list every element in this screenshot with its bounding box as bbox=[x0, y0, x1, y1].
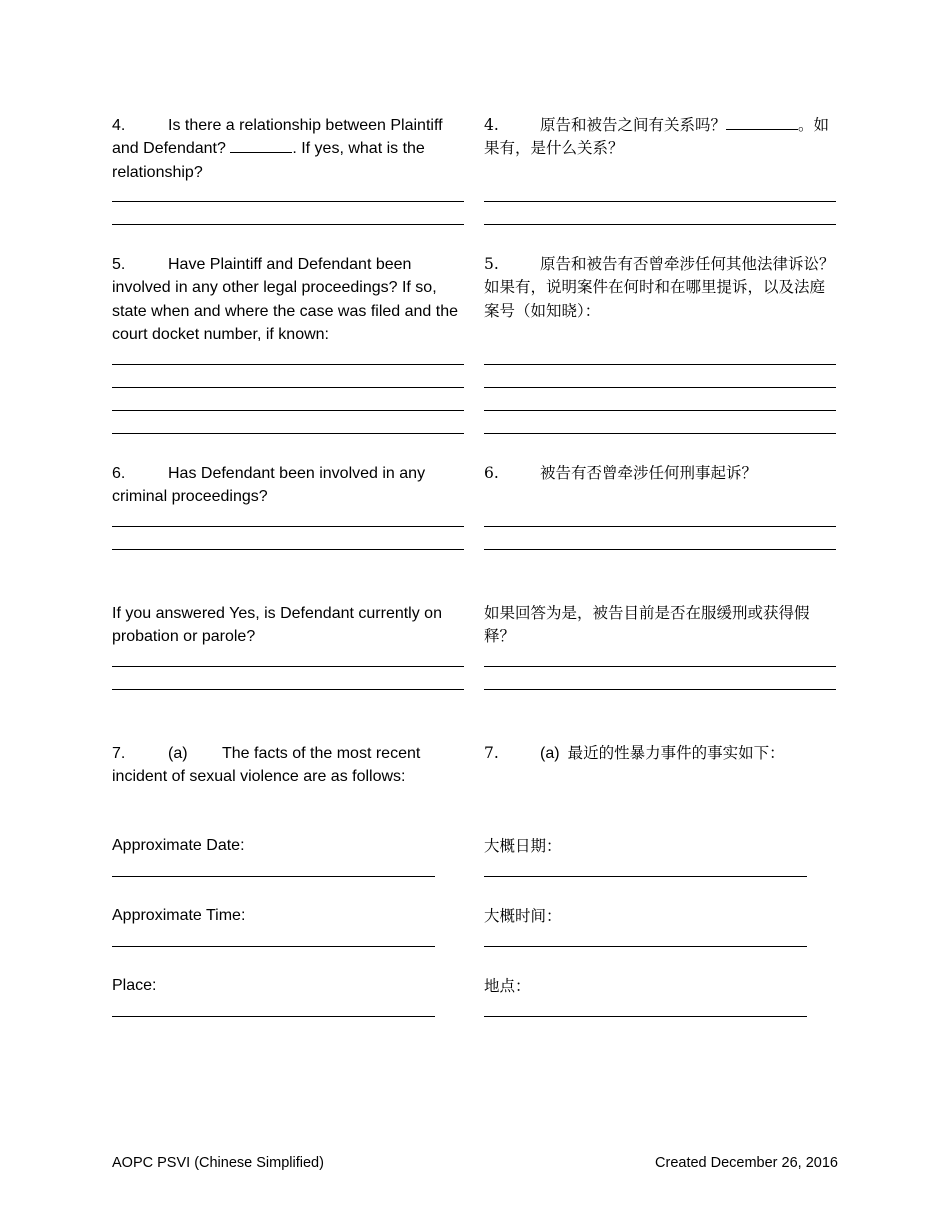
place-field[interactable] bbox=[484, 1016, 807, 1017]
place-field[interactable] bbox=[112, 1016, 435, 1017]
answer-line[interactable] bbox=[112, 364, 464, 365]
question-5-en bbox=[112, 253, 468, 346]
approximate-time-label: Approximate Time: bbox=[112, 907, 246, 924]
relationship-yes-no-blank[interactable] bbox=[726, 115, 798, 130]
approximate-time-field[interactable] bbox=[112, 946, 435, 947]
question-number: 5. bbox=[484, 255, 499, 273]
approximate-date-field[interactable] bbox=[484, 876, 807, 877]
question-text: 被告有否曾牵涉任何刑事起诉？ bbox=[540, 464, 758, 482]
question-number: 7. bbox=[484, 744, 499, 762]
answer-line[interactable] bbox=[484, 387, 836, 388]
question-sub-letter: (a) bbox=[168, 745, 188, 762]
answer-line[interactable] bbox=[112, 387, 464, 388]
question-text-cont: . If yes, what is the relationship? bbox=[112, 140, 425, 181]
answer-line[interactable] bbox=[484, 364, 836, 365]
question-5-zh bbox=[484, 253, 840, 323]
approximate-time-label: 大概时间： bbox=[484, 907, 562, 925]
question-sub-letter: (a) bbox=[540, 745, 560, 762]
place-label: 地点： bbox=[484, 977, 531, 995]
question-text-cont: 。如果有，是什么关系？ bbox=[484, 116, 830, 158]
answer-line[interactable] bbox=[112, 224, 464, 225]
answer-line[interactable] bbox=[112, 666, 464, 667]
footer-form-id: AOPC PSVI (Chinese Simplified) bbox=[112, 1155, 324, 1171]
question-number: 5. bbox=[112, 256, 126, 273]
question-number: 7. bbox=[112, 745, 126, 762]
question-7a-en bbox=[112, 742, 468, 789]
approximate-date-label: Approximate Date: bbox=[112, 837, 245, 854]
answer-line[interactable] bbox=[484, 666, 836, 667]
answer-line[interactable] bbox=[112, 410, 464, 411]
question-6-zh bbox=[484, 462, 840, 485]
answer-line[interactable] bbox=[484, 224, 836, 225]
approximate-time-field[interactable] bbox=[484, 946, 807, 947]
answer-line[interactable] bbox=[112, 549, 464, 550]
relationship-yes-no-blank[interactable] bbox=[230, 138, 292, 153]
question-text: 原告和被告之间有关系吗？ bbox=[540, 116, 727, 134]
question-number: 4. bbox=[484, 116, 499, 134]
question-text: 原告和被告有否曾牵涉任何其他法律诉讼？如果有，说明案件在何时和在哪里提诉，以及法庭案号（如知晓）： bbox=[484, 255, 835, 320]
followup-question-zh: 如果回答为是，被告目前是否在服缓刑或获得假释？ bbox=[484, 604, 810, 646]
approximate-date-label: 大概日期： bbox=[484, 837, 562, 855]
question-text: The facts of the most recent incident of sexual violence are as follows: bbox=[112, 745, 421, 786]
answer-line[interactable] bbox=[484, 689, 836, 690]
question-6-en bbox=[112, 462, 468, 509]
answer-line[interactable] bbox=[112, 526, 464, 527]
question-4-zh bbox=[484, 114, 840, 161]
answer-line[interactable] bbox=[112, 201, 464, 202]
answer-line[interactable] bbox=[484, 549, 836, 550]
answer-line[interactable] bbox=[484, 201, 836, 202]
question-number: 6. bbox=[484, 464, 499, 482]
place-label: Place: bbox=[112, 977, 157, 994]
question-number: 4. bbox=[112, 117, 126, 134]
answer-line[interactable] bbox=[112, 689, 464, 690]
answer-line[interactable] bbox=[112, 433, 464, 434]
question-text: Have Plaintiff and Defendant been involved in any other legal proceedings? If so, state when and where the case was filed and the court docket number, if known: bbox=[112, 256, 458, 343]
question-4-en bbox=[112, 114, 468, 184]
footer-created-date: Created December 26, 2016 bbox=[655, 1155, 838, 1171]
question-text: Is there a relationship between Plaintiff and Defendant? bbox=[112, 117, 443, 158]
question-text: Has Defendant been involved in any criminal proceedings? bbox=[112, 465, 426, 506]
answer-line[interactable] bbox=[484, 526, 836, 527]
answer-line[interactable] bbox=[484, 433, 836, 434]
followup-question-en: If you answered Yes, is Defendant currently on probation or parole? bbox=[112, 605, 442, 646]
answer-line[interactable] bbox=[484, 410, 836, 411]
question-text: 最近的性暴力事件的事实如下： bbox=[567, 744, 785, 762]
approximate-date-field[interactable] bbox=[112, 876, 435, 877]
question-number: 6. bbox=[112, 465, 126, 482]
question-7a-zh bbox=[484, 742, 840, 765]
